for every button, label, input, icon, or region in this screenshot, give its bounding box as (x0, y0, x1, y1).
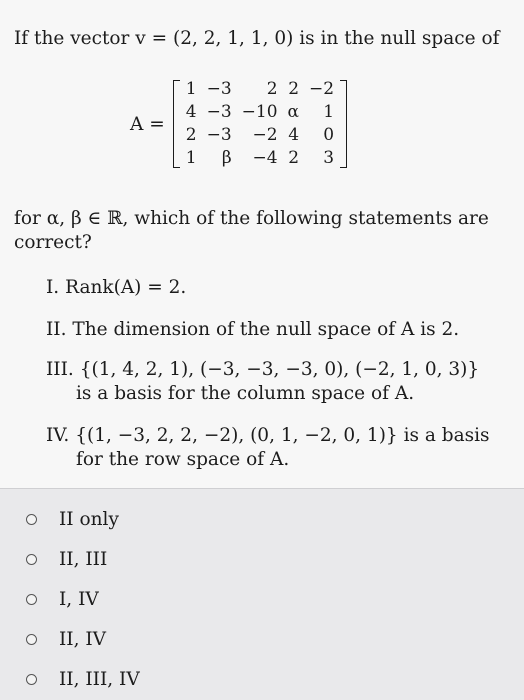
statement-text: {(1, −3, 2, 2, −2), (0, 1, −2, 0, 1)} is a basis (75, 425, 490, 446)
statement-4 (46, 424, 490, 472)
radio-icon[interactable] (26, 594, 37, 605)
matrix-cell: 4 (288, 125, 300, 145)
matrix-cell: 2 (288, 79, 300, 99)
statement-text: Rank(A) = 2. (65, 277, 187, 298)
matrix-cell: 1 (185, 79, 197, 99)
matrix-row (181, 124, 339, 147)
option-ii-iv[interactable] (26, 629, 106, 650)
matrix-row (181, 147, 339, 170)
statement-3 (46, 358, 479, 406)
option-ii-only[interactable] (26, 509, 119, 530)
matrix-cell: −2 (309, 79, 335, 99)
matrix-cell: 4 (185, 102, 197, 122)
option-label: I, IV (59, 589, 99, 610)
matrix-label: A = (130, 113, 165, 135)
option-label: II, III (59, 549, 108, 570)
matrix-cell: 2 (185, 125, 197, 145)
statement-2 (46, 318, 459, 342)
matrix-cell: −3 (206, 102, 232, 122)
statement-number: I. (46, 277, 60, 298)
statement-number: IV. (46, 425, 70, 446)
matrix-cell: 1 (185, 148, 197, 168)
question-tail: for α, β ∈ ℝ, which of the following statements are correct? (14, 208, 489, 253)
statement-1 (46, 276, 186, 300)
radio-icon[interactable] (26, 634, 37, 645)
statement-text: {(1, 4, 2, 1), (−3, −3, −3, 0), (−2, 1, 0, 3)} (79, 359, 480, 380)
matrix-cell: −10 (241, 102, 278, 122)
statement-number: III. (46, 359, 74, 380)
statement-continuation: for the row space of A. (76, 449, 290, 470)
statement-continuation: is a basis for the column space of A. (76, 383, 415, 404)
option-ii-iii[interactable] (26, 549, 107, 570)
matrix-cell: α (287, 102, 300, 122)
matrix-cell: 1 (323, 102, 335, 122)
matrix-cell: −2 (252, 125, 278, 145)
matrix-block (130, 78, 347, 170)
matrix-cell: 2 (288, 148, 300, 168)
matrix-table (181, 78, 339, 170)
matrix-cell: −4 (252, 148, 278, 168)
statement-text: The dimension of the null space of A is 2. (72, 319, 460, 340)
option-label: II, III, IV (59, 669, 140, 690)
radio-icon[interactable] (26, 554, 37, 565)
radio-icon[interactable] (26, 514, 37, 525)
matrix-a (173, 78, 347, 170)
matrix-cell: β (221, 148, 232, 168)
matrix-cell: −3 (206, 125, 232, 145)
option-label: II only (59, 509, 119, 530)
matrix-cell: 0 (323, 125, 335, 145)
option-i-iv[interactable] (26, 589, 99, 610)
matrix-row (181, 101, 339, 124)
matrix-cell: −3 (206, 79, 232, 99)
statement-number: II. (46, 319, 67, 340)
option-ii-iii-iv[interactable] (26, 669, 140, 690)
option-label: II, IV (59, 629, 107, 650)
question-intro: If the vector v = (2, 2, 1, 1, 0) is in the null space of (14, 28, 500, 49)
matrix-cell: 3 (323, 148, 335, 168)
matrix-cell: 2 (266, 79, 278, 99)
radio-icon[interactable] (26, 674, 37, 685)
matrix-row (181, 78, 339, 101)
